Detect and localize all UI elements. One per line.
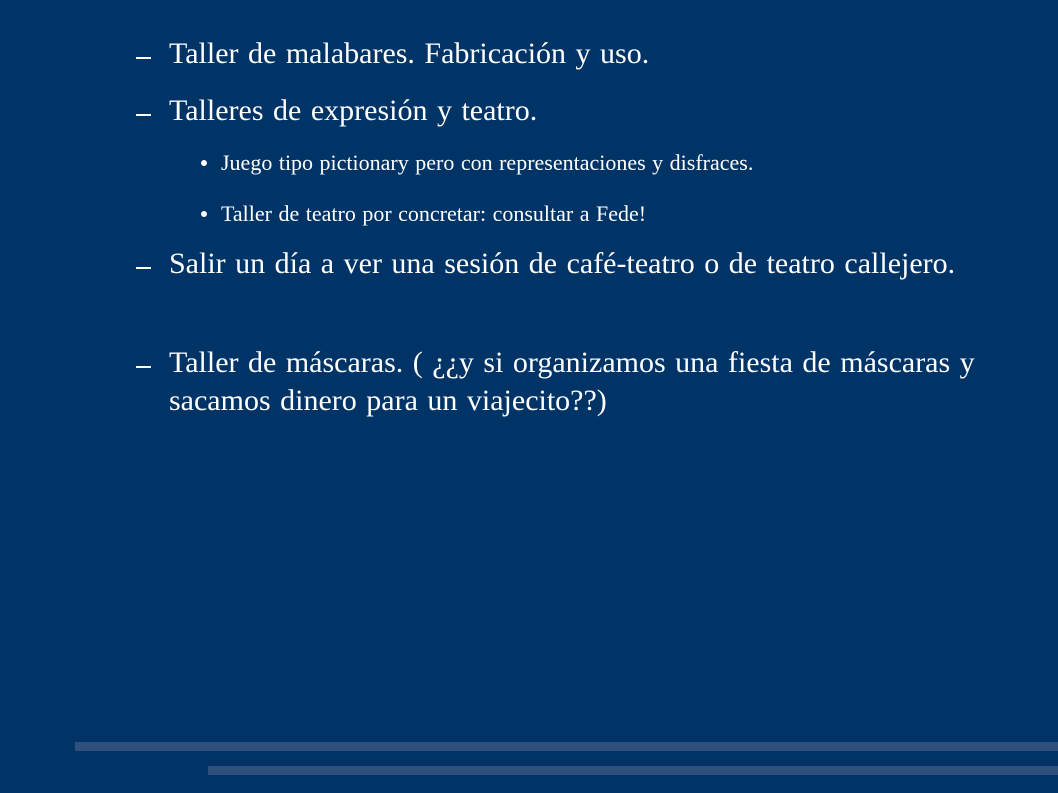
footer-bar <box>75 742 1058 751</box>
dash-bullet-icon <box>136 366 151 368</box>
dash-bullet-icon <box>136 57 151 59</box>
sub-bullet-text: Taller de teatro por concretar: consultar a Fede! <box>221 201 647 226</box>
bullet-text: Talleres de expresión y teatro. <box>169 94 538 127</box>
sub-bullet-text: Juego tipo pictionary pero con representaciones y disfraces. <box>221 150 754 175</box>
dash-bullet-icon <box>136 114 151 116</box>
bullet-text: Salir un día a ver una sesión de café-teatro o de teatro callejero. <box>169 247 956 280</box>
round-bullet-icon <box>201 211 207 217</box>
bullet-text: Taller de máscaras. ( ¿¿y si organizamos una fiesta de máscaras y sacamos dinero para un viajecito??) <box>169 346 985 417</box>
round-bullet-icon <box>201 160 207 166</box>
bullet-text: Taller de malabares. Fabricación y uso. <box>169 37 650 70</box>
footer-bar <box>208 766 1058 775</box>
dash-bullet-icon <box>136 267 151 269</box>
